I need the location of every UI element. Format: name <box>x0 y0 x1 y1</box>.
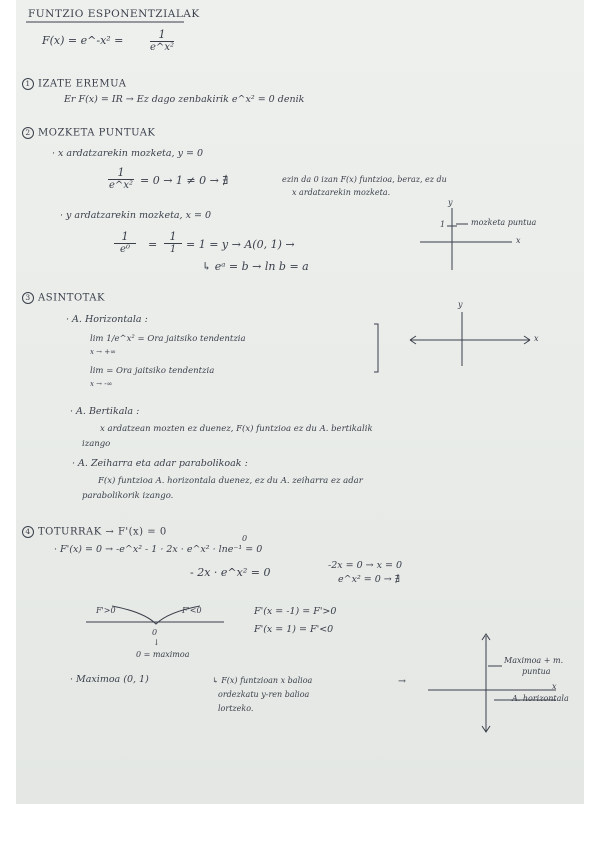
sign-left: F'>0 <box>96 606 116 615</box>
graph1-point-label: mozketa puntua <box>471 218 537 227</box>
limit-minus-infinity-sub: x → -∞ <box>90 380 113 388</box>
section-1-title: IZATE EREMUA <box>38 78 127 90</box>
y-intercept-equation: = 1 = y → A(0, 1) → <box>186 238 295 251</box>
section-3-heading <box>22 292 105 304</box>
vertical-asymptote-line-2: izango <box>82 439 111 449</box>
oblique-asymptote-line-2: parabolikorik izango. <box>82 491 174 501</box>
vertical-asymptote-line-1: x ardatzean mozten ez duenez, F(x) funtzioa ez du A. bertikalik <box>100 424 373 434</box>
maximum-note-2: ordezkatu y-ren balioa <box>218 690 310 699</box>
derivative-equation: · F'(x) = 0 → -e^x² - 1 · 2x · e^x² · lne⁻¹ = 0 <box>54 544 263 555</box>
vertical-asymptote-title: · A. Bertikala : <box>70 406 140 417</box>
derivative-simplified: - 2x · e^x² = 0 <box>190 566 271 579</box>
y-intercept-fraction-1 <box>114 230 136 255</box>
y-intercept-fraction-2-numerator: 1 <box>164 230 182 244</box>
function-definition: F(x) = e^-x² = <box>42 34 124 47</box>
sign-zero: 0 <box>152 628 158 637</box>
y-intercept-fraction-1-numerator: 1 <box>114 230 136 244</box>
graph3-max-label-2: puntua <box>522 667 551 676</box>
x-intercept-fraction-numerator: 1 <box>108 166 134 180</box>
sign-result: 0 = maximoa <box>136 650 190 659</box>
y-intercept-bullet: · y ardatzarekin mozketa, x = 0 <box>60 210 211 221</box>
graph3-horizontal-label: A. horizontala <box>512 694 569 703</box>
x-intercept-note-2: x ardatzarekin mozketa. <box>292 188 391 197</box>
y-intercept-fraction-2-denominator: 1 <box>169 244 177 255</box>
limit-minus-infinity: lim = Ora jaitsiko tendentzia <box>90 366 215 376</box>
derivative-cancel-mark: 0 <box>242 534 248 543</box>
derivative-case-b: e^x² = 0 → ∄ <box>338 574 400 585</box>
maximum-note-1: ↳ F(x) funtzioan x balioa <box>212 676 313 685</box>
section-1-number: 1 <box>22 78 34 90</box>
section-2-title: MOZKETA PUNTUAK <box>38 127 156 139</box>
sign-right: F'<0 <box>182 606 202 615</box>
oblique-asymptote-line-1: F(x) funtzioa A. horizontala duenez, ez du A. zeiharra ez adar <box>98 476 363 486</box>
y-intercept-fraction-2 <box>164 230 182 255</box>
x-intercept-equation: = 0 → 1 ≠ 0 → ∄ <box>140 174 229 187</box>
sign-arrow: ↓ <box>153 638 160 647</box>
x-intercept-fraction-denominator: e^x² <box>109 180 133 191</box>
graph1-y-label: y <box>448 198 453 207</box>
section-1-heading <box>22 78 126 90</box>
section-4-number: 4 <box>22 526 34 538</box>
section-4-heading <box>22 526 167 538</box>
section-3-number: 3 <box>22 292 34 304</box>
log-identity: ↳ eᵃ = b → ln b = a <box>202 260 309 273</box>
function-fraction-numerator: 1 <box>150 28 174 42</box>
section-4-title: TOTURRAK → F'(x) = 0 <box>38 526 167 538</box>
graph1-x-label: x <box>516 236 521 245</box>
graph2-y-label: y <box>458 300 463 309</box>
y-intercept-fraction-1-denominator: e⁰ <box>120 244 130 255</box>
limit-plus-infinity-sub: x → +∞ <box>90 348 116 356</box>
x-intercept-note-1: ezin da 0 izan F(x) funtzioa, beraz, ez du <box>282 175 447 184</box>
derivative-case-a: -2x = 0 → x = 0 <box>328 560 403 571</box>
function-fraction-denominator: e^x² <box>150 42 174 53</box>
maximum-label: · Maximoa (0, 1) <box>70 674 149 685</box>
maximum-arrow: → <box>398 676 406 687</box>
function-fraction <box>150 28 174 53</box>
maximum-note-3: lortzeko. <box>218 704 254 713</box>
check-right: F'(x = 1) = F'<0 <box>254 624 334 635</box>
page-title: FUNTZIO ESPONENTZIALAK <box>28 8 200 20</box>
graph3-x-label: x <box>552 682 557 691</box>
horizontal-asymptote-title: · A. Horizontala : <box>66 314 148 325</box>
oblique-asymptote-title: · A. Zeiharra eta adar parabolikoak : <box>72 458 248 469</box>
section-3-title: ASINTOTAK <box>38 292 105 304</box>
notebook-page <box>16 0 584 804</box>
check-left: F'(x = -1) = F'>0 <box>254 606 337 617</box>
graph2-x-label: x <box>534 334 539 343</box>
limit-plus-infinity: lim 1/e^x² = Ora jaitsiko tendentzia <box>90 334 246 344</box>
domain-line: Er F(x) = IR → Ez dago zenbakirik e^x² = 0 denik <box>64 94 305 105</box>
graph1-tick-one: 1 <box>440 220 446 229</box>
section-2-heading <box>22 127 155 139</box>
y-intercept-eq-sign: = <box>148 238 158 251</box>
section-2-number: 2 <box>22 127 34 139</box>
x-intercept-fraction <box>108 166 134 191</box>
graph3-max-label-1: Maximoa + m. <box>504 656 564 665</box>
x-intercept-bullet: · x ardatzarekin mozketa, y = 0 <box>52 148 203 159</box>
